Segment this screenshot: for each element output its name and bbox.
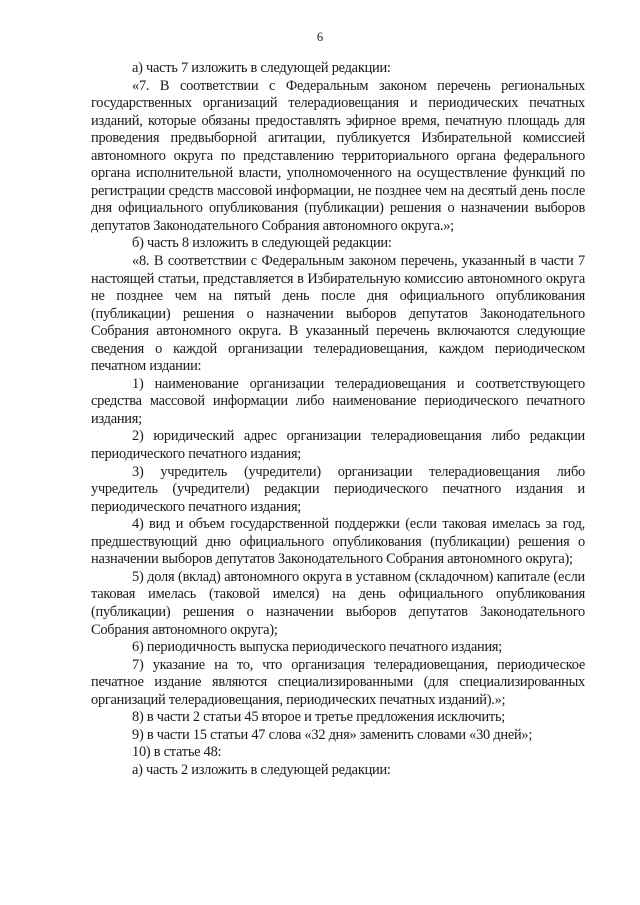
amendment-8-article-45: 8) в части 2 статьи 45 второе и третье предложения исключить; [132,709,506,726]
paragraph-item-a-part-7: а) часть 7 изложить в следующей редакции: [132,60,391,76]
list-item-6-periodicity: 6) периодичность выпуска периодического печатного издания; [132,639,503,656]
amendment-10-article-48: 10) в статье 48: [132,744,222,761]
paragraph-item-b-part-8: б) часть 8 изложить в следующей редакции: [132,235,392,252]
paragraph-part-8-text: «8. В соответствии с Федеральным законом перечень, указанный в части 7 настоящей статьи, представляется в Избирательную комиссию автономного округа не позднее чем на пятый день после дня официального опубликования (публикации) решения о назначении выборов депутатов Законодательного Собрания автономного округа. В указанный перечень включаются следующие сведения о каждой организации телерадиовещания, каждом периодическом печатном издании: [91,253,585,375]
list-item-1-name: 1) наименование организации телерадиовещания и соответствующего средства массовой информации либо наименование периодического печатного издания; [91,375,585,427]
list-item-5-capital-share: 5) доля (вклад) автономного округа в уставном (складочном) капитале (если таковая имелась (таковой имелся) на день официального опубликования (публикации) решения о назначении выборов депутатов Законодательного Собрания автономного округа); [91,568,585,638]
list-item-7-specialized: 7) указание на то, что организация телерадиовещания, периодическое печатное издание являются специализированными (для специализированных организаций телерадиовещания, периодических печатных изданий).»; [91,656,585,708]
document-body [91,60,585,779]
page-number: 6 [316,30,324,44]
amendment-9-article-47: 9) в части 15 статьи 47 слова «32 дня» заменить словами «30 дней»; [132,726,533,743]
list-item-4-state-support: 4) вид и объем государственной поддержки (если таковая имелась за год, предшествующий дню официального опубликования (публикации) решения о назначении выборов депутатов Законодательного Собрания автономного округа); [91,516,585,568]
list-item-2-address: 2) юридический адрес организации телерадиовещания либо редакции периодического печатного издания; [91,428,585,463]
list-item-3-founder: 3) учредитель (учредители) организации телерадиовещания либо учредитель (учредители) редакции периодического печатного издания и периодического печатного издания; [91,463,585,515]
paragraph-part-7-text: «7. В соответствии с Федеральным законом перечень региональных государственных организаций телерадиовещания и периодических печатных изданий, которые обязаны предоставлять эфирное время, печатную площадь для проведения предвыборной агитации, публикуется Избирательной комиссией автономного округа по представлению территориального органа федерального органа исполнительной власти, уполномоченного на осуществление функций по регистрации средств массовой информации, не позднее чем на десятый день после дня официального опубликования (публикации) решения о назначении выборов депутатов Законодательного Собрания автономного округа.»; [91,77,585,234]
paragraph-item-a-part-2: а) часть 2 изложить в следующей редакции: [132,761,391,778]
